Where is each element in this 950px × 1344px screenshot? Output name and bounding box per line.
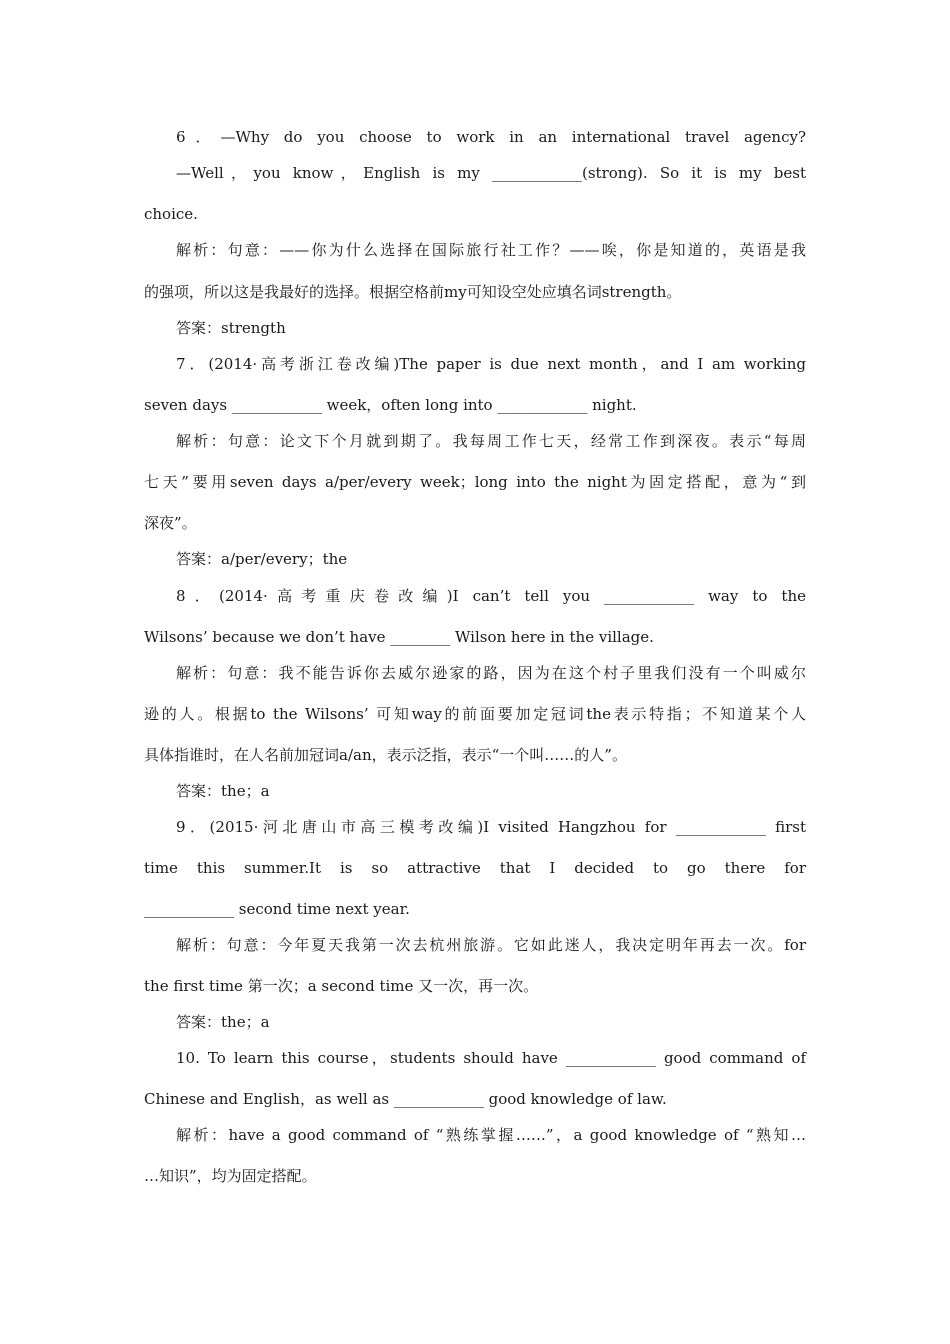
- analysis-7-line-3: 深夜”。: [144, 514, 197, 532]
- question-8-line-1: 8．(2014·高考重庆卷改编)I can’t tell you ____________ way to the: [176, 587, 806, 605]
- question-8-line-2: Wilsons’ because we don’t have ________ Wilson here in the village.: [144, 628, 654, 646]
- analysis-8-line-3: 具体指谁时，在人名前加冠词a/an，表示泛指，表示“一个叫……的人”。: [144, 746, 627, 764]
- analysis-8-line-1: 解析：句意：我不能告诉你去威尔逊家的路，因为在这个村子里我们没有一个叫威尔: [176, 664, 806, 682]
- analysis-6-line-2: 的强项，所以这是我最好的选择。根据空格前my可知设空处应填名词strength。: [144, 283, 682, 301]
- question-9-line-1: 9．(2015·河北唐山市高三模考改编)I visited Hangzhou for ____________ first: [176, 818, 806, 836]
- question-9-line-3: ____________ second time next year.: [144, 900, 410, 918]
- analysis-10-line-1: 解析：have a good command of “熟练掌握……”，a good knowledge of “熟知…: [176, 1126, 806, 1144]
- question-7-line-1: 7．(2014·高考浙江卷改编)The paper is due next month，and I am working: [176, 355, 806, 373]
- question-6-line-1: 6．—Why do you choose to work in an international travel agency?: [176, 128, 806, 146]
- analysis-8-line-2: 逊的人。根据to the Wilsons’ 可知way的前面要加定冠词the表示特指；不知道某个人: [144, 705, 806, 723]
- analysis-10-line-2: …知识”，均为固定搭配。: [144, 1167, 317, 1185]
- answer-8: 答案：the；a: [176, 782, 270, 800]
- question-6-line-3: choice.: [144, 205, 198, 223]
- question-7-line-2: seven days ____________ week，often long into ____________ night.: [144, 396, 637, 414]
- answer-7: 答案：a/per/every；the: [176, 550, 348, 568]
- analysis-7-line-1: 解析：句意：论文下个月就到期了。我每周工作七天，经常工作到深夜。表示“每周: [176, 432, 806, 450]
- analysis-6-line-1: 解析：句意：——你为什么选择在国际旅行社工作？——唉，你是知道的，英语是我: [176, 241, 806, 259]
- analysis-9-line-2: the first time 第一次；a second time 又一次，再一次。: [144, 977, 539, 995]
- analysis-7-line-2: 七天”要用seven days a/per/every week；long into the night为固定搭配，意为“到: [144, 473, 806, 491]
- question-9-line-2: time this summer.It is so attractive that I decided to go there for: [144, 859, 806, 877]
- answer-6: 答案：strength: [176, 319, 286, 337]
- analysis-9-line-1: 解析：句意：今年夏天我第一次去杭州旅游。它如此迷人，我决定明年再去一次。for: [176, 936, 806, 954]
- answer-9: 答案：the；a: [176, 1013, 270, 1031]
- question-10-line-1: 10. To learn this course，students should have ____________ good command of: [176, 1049, 806, 1067]
- question-6-line-2: —Well，you know，English is my ____________(strong). So it is my best: [176, 164, 806, 182]
- question-10-line-2: Chinese and English，as well as ____________ good knowledge of law.: [144, 1090, 667, 1108]
